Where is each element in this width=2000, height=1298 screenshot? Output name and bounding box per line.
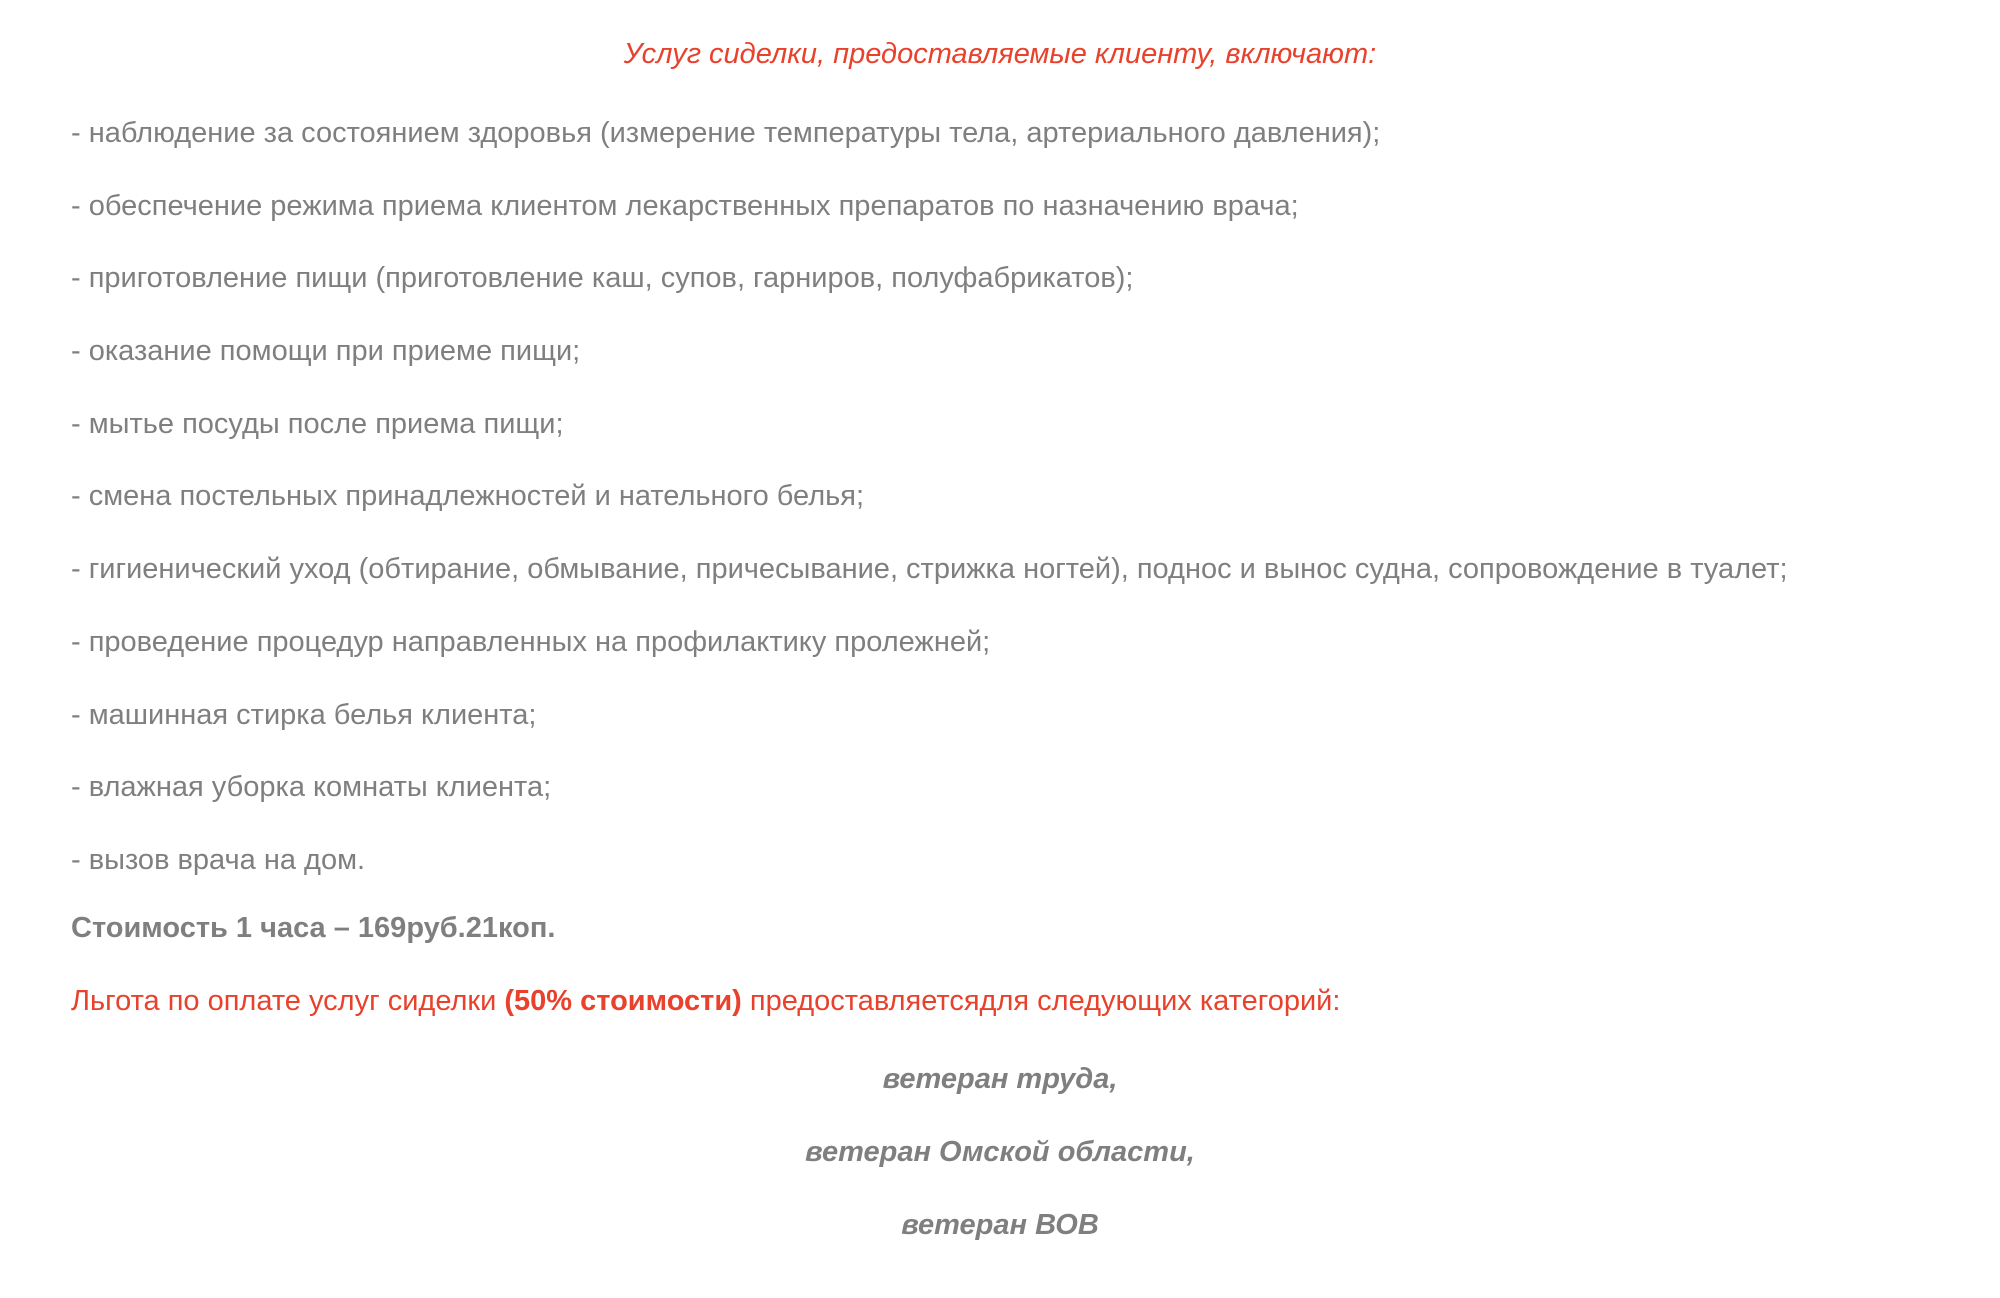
- list-item: - вызов врача на дом.: [71, 843, 366, 876]
- list-item: - наблюдение за состоянием здоровья (измерение температуры тела, артериального давления);: [71, 117, 1381, 149]
- list-item: - смена постельных принадлежностей и нательного белья;: [71, 480, 865, 513]
- list-item: - приготовление пищи (приготовление каш, супов, гарниров, полуфабрикатов);: [71, 262, 1134, 295]
- list-item: - влажная уборка комнаты клиента;: [71, 771, 552, 804]
- list-item: - оказание помощи при приеме пищи;: [71, 335, 581, 368]
- list-item: - машинная стирка белья клиента;: [71, 698, 537, 731]
- list-item: - проведение процедур направленных на профилактику пролежней;: [71, 625, 991, 658]
- category-item: ветеран Омской области,: [805, 1136, 1195, 1168]
- eligible-categories: [0, 1058, 2000, 1277]
- list-item: - гигиенический уход (обтирание, обмывание, причесывание, стрижка ногтей), поднос и вынос судна, сопровождение в туалет;: [71, 553, 1788, 586]
- category-item: ветеран ВОВ: [901, 1209, 1099, 1241]
- services-heading: Услуг сиделки, предоставляемые клиенту, включают:: [623, 38, 1377, 70]
- list-item: - обеспечение режима приема клиентом лекарственных препаратов по назначению врача;: [71, 189, 1299, 222]
- benefit-text-after: предоставляетсядля следующих категорий:: [741, 985, 1341, 1017]
- list-item: - мытье посуды после приема пищи;: [71, 407, 564, 440]
- benefit-discount: (50% стоимости): [504, 985, 742, 1017]
- services-list: [71, 112, 1788, 912]
- benefit-text-before: Льгота по оплате услуг сиделки: [71, 985, 505, 1017]
- hourly-price: Стоимость 1 часа – 169руб.21коп.: [71, 912, 556, 944]
- category-item: ветеран труда,: [882, 1063, 1118, 1095]
- benefit-note: [71, 985, 1340, 1018]
